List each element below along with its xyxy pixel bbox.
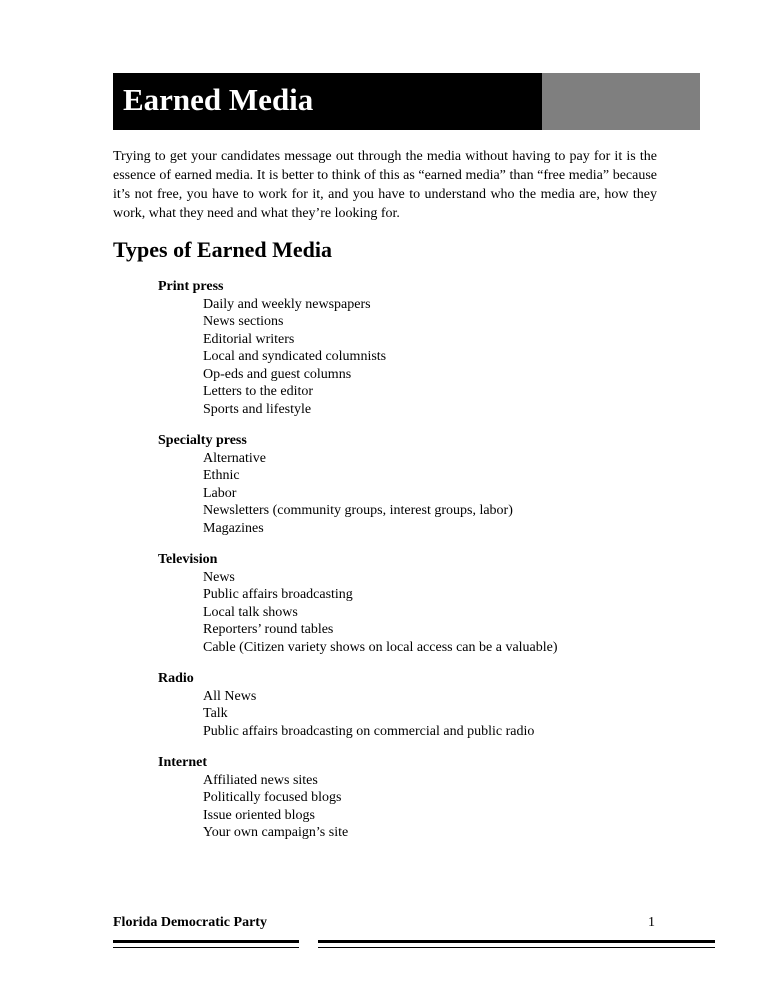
list-item: Daily and weekly newspapers bbox=[203, 296, 371, 312]
media-group bbox=[158, 551, 678, 656]
media-group bbox=[158, 278, 678, 418]
list-item: Politically focused blogs bbox=[203, 790, 342, 805]
media-group-items bbox=[158, 569, 678, 657]
list-item: Labor bbox=[203, 485, 237, 501]
list-item: Affiliated news sites bbox=[203, 772, 318, 788]
list-item: Newsletters (community groups, interest groups, labor) bbox=[203, 503, 513, 518]
list-item: Your own campaign’s site bbox=[203, 825, 349, 840]
page-title: Earned Media bbox=[123, 82, 314, 117]
media-group bbox=[158, 432, 678, 537]
section-heading: Types of Earned Media bbox=[113, 237, 332, 262]
list-item: Cable (Citizen variety shows on local access can be a valuable) bbox=[203, 639, 558, 655]
footer-organization: Florida Democratic Party bbox=[113, 915, 267, 930]
media-group-title: Print press bbox=[158, 279, 224, 294]
list-item: Ethnic bbox=[203, 468, 240, 483]
list-item: Public affairs broadcasting on commercial and public radio bbox=[203, 723, 535, 739]
list-item: Editorial writers bbox=[203, 331, 295, 347]
media-group bbox=[158, 670, 678, 740]
list-item: Sports and lifestyle bbox=[203, 401, 312, 417]
title-banner bbox=[113, 73, 700, 130]
title-banner-accent bbox=[542, 73, 700, 130]
list-item: Local talk shows bbox=[203, 604, 298, 620]
intro-paragraph: Trying to get your candidates message out through the media without having to pay for it is the essence of earned media. It is better to think of this as “earned media” than “free media” because it’s not free, you have to work for it, and you have to understand who the media are, how they work, what they need and what they’re looking for. bbox=[113, 149, 657, 221]
list-item: Letters to the editor bbox=[203, 384, 314, 399]
list-item: All News bbox=[203, 688, 257, 704]
list-item: Reporters’ round tables bbox=[203, 622, 334, 637]
list-item: Public affairs broadcasting bbox=[203, 587, 353, 602]
media-types-list bbox=[158, 278, 678, 856]
page-number: 1 bbox=[648, 915, 655, 930]
media-group-items bbox=[158, 772, 678, 842]
list-item: Magazines bbox=[203, 520, 264, 536]
media-group-items bbox=[158, 450, 678, 538]
list-item: News bbox=[203, 569, 235, 585]
media-group-title: Radio bbox=[158, 671, 194, 686]
list-item: News sections bbox=[203, 314, 284, 329]
media-group-title: Internet bbox=[158, 755, 207, 770]
media-group-title: Television bbox=[158, 552, 218, 567]
footer-rule-right bbox=[318, 940, 715, 948]
media-group bbox=[158, 754, 678, 842]
media-group-items bbox=[158, 296, 678, 419]
list-item: Local and syndicated columnists bbox=[203, 349, 387, 364]
list-item: Talk bbox=[203, 706, 228, 721]
list-item: Issue oriented blogs bbox=[203, 807, 315, 823]
list-item: Op-eds and guest columns bbox=[203, 366, 352, 382]
list-item: Alternative bbox=[203, 450, 266, 466]
media-group-title: Specialty press bbox=[158, 433, 247, 448]
footer-rule-left bbox=[113, 940, 299, 948]
media-group-items bbox=[158, 688, 678, 741]
